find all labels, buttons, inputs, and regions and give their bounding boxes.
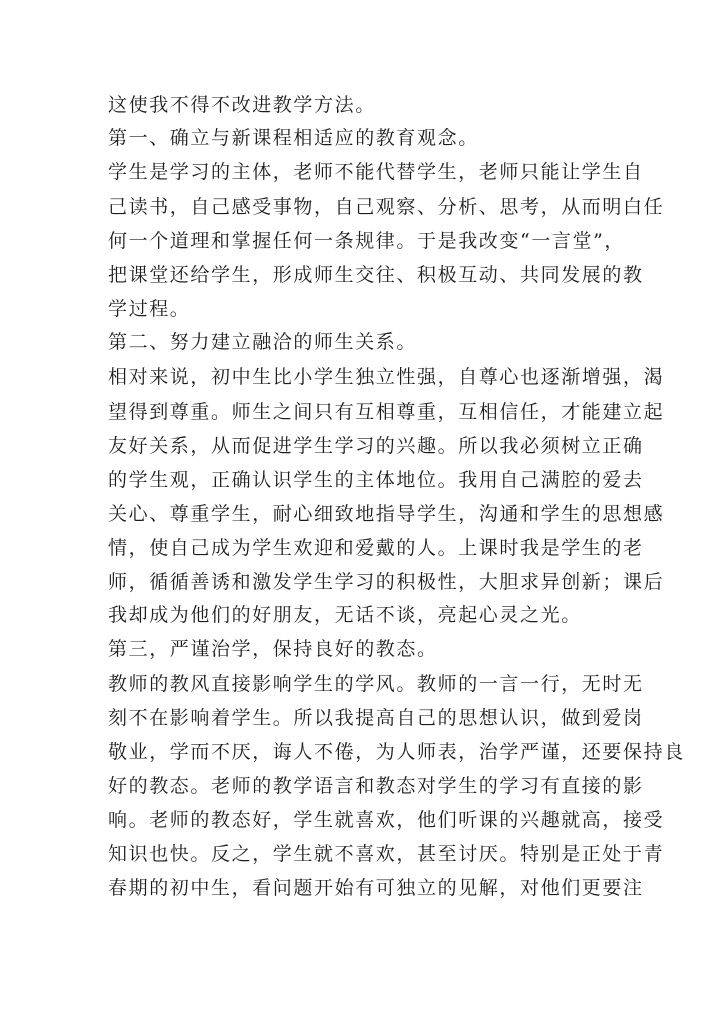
heading-1: 第一、确立与新课程相适应的教育观念。 [108,127,479,149]
text-line-22: 响。老师的教态好，学生就喜欢，他们听课的兴趣就高，接受 [108,809,665,831]
text-line-9: 相对来说，初中生比小学生独立性强，自尊心也逐渐增强，渴 [108,366,665,388]
text-line-10: 望得到尊重。师生之间只有互相尊重，互相信任，才能建立起 [108,401,665,423]
text-line-16: 我却成为他们的好朋友，无话不谈，亮起心灵之光。 [108,604,582,626]
text-line-4: 己读书，自己感受事物，自己观察、分析、思考，从而明白任 [108,196,665,218]
text-line-24: 春期的初中生，看问题开始有可独立的见解，对他们更要注 [108,877,644,899]
text-line-1: 这使我不得不改进教学方法。 [108,94,376,116]
text-line-21: 好的教态。老师的教学语言和教态对学生的学习有直接的影 [108,775,644,797]
text-line-6: 把课堂还给学生，形成师生交往、积极互动、共同发展的教 [108,264,644,286]
text-line-5: 何一个道理和掌握任何一条规律。于是我改变“一言堂”， [108,230,626,252]
text-line-14: 情，使自己成为学生欢迎和爱戴的人。上课时我是学生的老 [108,537,644,559]
text-line-7: 学过程。 [108,298,191,320]
text-line-13: 关心、尊重学生，耐心细致地指导学生，沟通和学生的思想感 [108,503,665,525]
text-line-23: 知识也快。反之，学生就不喜欢，甚至讨厌。特别是正处于青 [108,843,665,865]
text-line-15: 师，循循善诱和激发学生学习的积极性，大胆求异创新；课后 [108,571,665,593]
text-line-3: 学生是学习的主体，老师不能代替学生，老师只能让学生自 [108,161,644,183]
heading-3: 第三，严谨治学，保持良好的教态。 [108,638,438,660]
text-line-18: 教师的教风直接影响学生的学风。教师的一言一行，无时无 [108,673,644,695]
text-line-12: 的学生观，正确认识学生的主体地位。我用自己满腔的爱去 [108,469,644,491]
text-line-11: 友好关系，从而促进学生学习的兴趣。所以我必须树立正确 [108,435,644,457]
text-line-20: 敬业，学而不厌，诲人不倦，为人师表，治学严谨，还要保持良 [108,741,685,763]
heading-2: 第二、努力建立融洽的师生关系。 [108,331,418,353]
text-line-19: 刻不在影响着学生。所以我提高自己的思想认识，做到爱岗 [108,707,644,729]
